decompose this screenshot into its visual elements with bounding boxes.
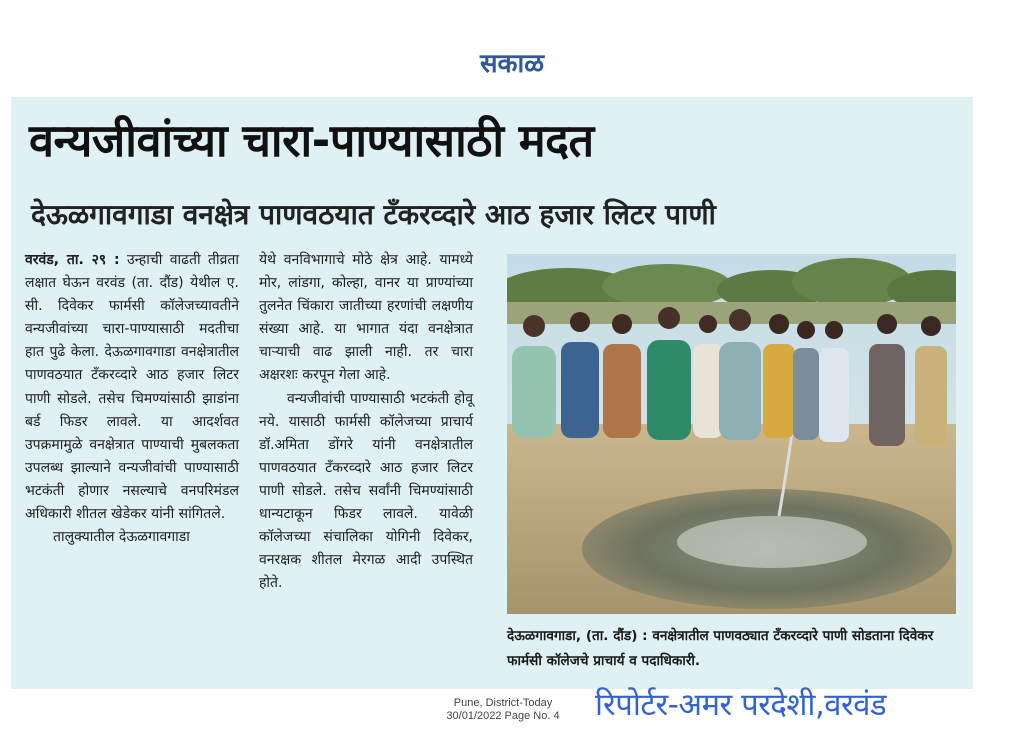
article-subheadline: देऊळगावगाडा वनक्षेत्र पाणवठयात टँकरव्दारे आठ हजार लिटर पाणी xyxy=(31,198,716,231)
column-2-paragraph-2: वन्यजीवांची पाण्यासाठी भटकंती होवू नये. यासाठी फार्मसी कॉलेजच्या प्राचार्य डॉ.अमिता डोंगरे यांनी वनक्षेत्रातील पाणवठयात टँकरव्दारे आठ हजार लिटर पाणी सोडले. तसेच सर्वांनी चिमण्यांसाठी धान्यटाकून फिडर लावले. यावेळी कॉलेजच्या संचालिका योगिनी दिवेकर, वनरक्षक शीतल मेरगळ आदी उपस्थित होते. xyxy=(259,390,473,592)
news-photo xyxy=(507,254,956,614)
article-column-2 xyxy=(259,249,473,595)
article-dateline: वरवंड, ता. २९ : xyxy=(25,252,120,268)
column-1-text: उन्हाची वाढती तीव्रता लक्षात घेऊन वरवंड (ता. दौंड) येथील ए. सी. दिवेकर फार्मसी कॉलेजच्यावतीने वन्यजीवांच्या चारा-पाण्यासाठी मदतीचा हात पुढे केला. देऊळगावगाडा वनक्षेत्रातील पाणवठयात टँकरव्दारे आठ हजार लिटर पाणी सोडले. तसेच चिमण्यांसाठी झाडांना बर्ड फिडर लावले. या आदर्शवत उपक्रमामुळे वनक्षेत्रात पाण्याची मुबलकता उपलब्ध झाल्याने वन्यजीवांची पाण्यासाठी भटकंती होणार नसल्याचे वनपरिमंडल अधिकारी शीतल खेडेकर यांनी सांगितले. xyxy=(25,252,239,523)
newspaper-masthead: सकाळ xyxy=(479,49,545,79)
source-date-page: 30/01/2022 Page No. 4 xyxy=(446,710,560,722)
reporter-credit: रिपोर्टर-अमर परदेशी,वरवंड xyxy=(595,687,887,723)
column-1-continuation: तालुक्यातील देऊळगावगाडा xyxy=(53,529,190,546)
news-clipping xyxy=(11,97,973,689)
source-info xyxy=(418,697,588,723)
article-column-1 xyxy=(25,249,239,549)
source-edition: Pune, District-Today xyxy=(453,697,553,709)
photo-caption: देऊळगावगाडा, (ता. दौंड) : वनक्षेत्रातील पाणवठ्यात टँकरव्दारे पाणी सोडताना दिवेकर फार्मसी कॉलेजचे प्राचार्य व पदाधिकारी. xyxy=(507,628,934,669)
article-headline: वन्यजीवांच्या चारा-पाण्यासाठी मदत xyxy=(29,114,594,167)
article-paragraph-1 xyxy=(25,249,239,526)
column-2-paragraph-1: येथे वनविभागाचे मोठे क्षेत्र आहे. यामध्ये मोर, लांडगा, कोल्हा, वानर या प्राण्यांच्या तुलनेत चिंकारा जातीच्या हरणांची लक्षणीय संख्या आहे. या भागात यंदा वनक्षेत्रात चाऱ्याची वाढ झाली नाही. तर चारा अक्षरशः करपून गेला आहे. xyxy=(259,252,473,384)
